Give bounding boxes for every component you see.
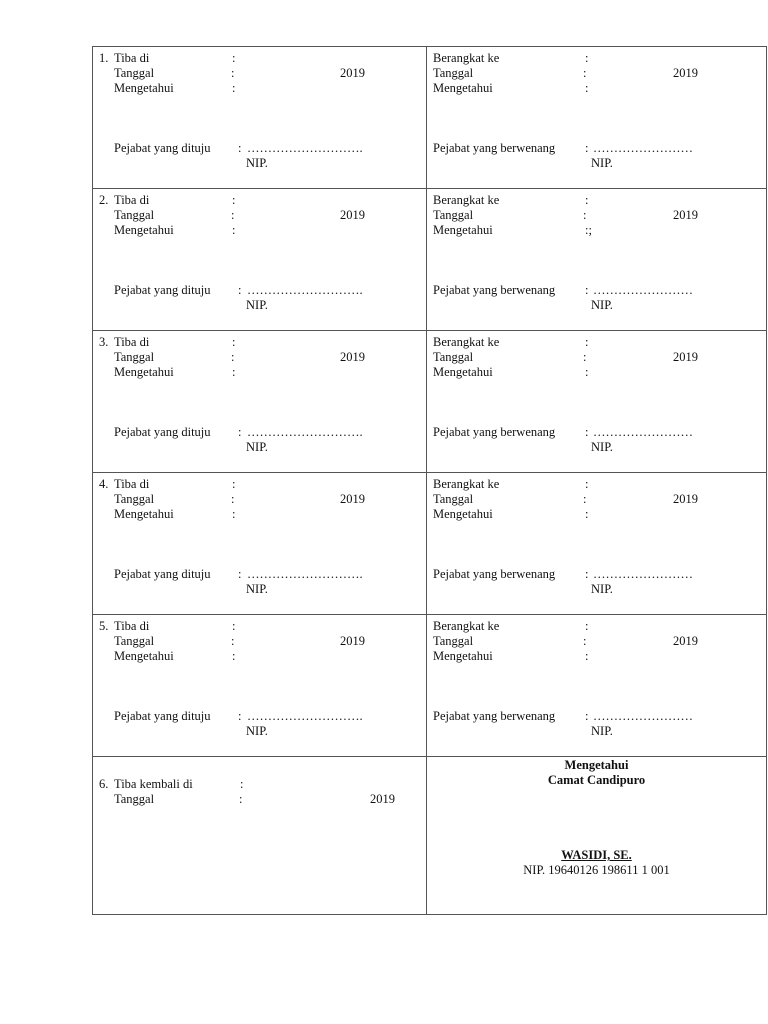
mengetahui-label: Mengetahui <box>433 365 493 379</box>
dots: …………………… <box>593 141 693 155</box>
pejabat-colon: : <box>238 141 242 155</box>
pejabat-label: Pejabat yang dituju <box>114 709 211 723</box>
colon2: : <box>583 634 587 648</box>
pejabat-colon: : <box>238 283 242 297</box>
pejabat-colon: : <box>585 141 589 155</box>
colon1: : <box>585 335 589 349</box>
year: 2019 <box>673 492 698 506</box>
nip: NIP. <box>246 298 268 312</box>
colon1: : <box>585 51 589 65</box>
colon3: : <box>232 223 236 237</box>
tiba-label: Tiba di <box>114 335 150 349</box>
tanggal-label: Tanggal <box>433 350 474 364</box>
nip: NIP. <box>591 298 613 312</box>
colon2: : <box>583 66 587 80</box>
colon2: : <box>231 208 235 222</box>
pejabat-colon: : <box>238 709 242 723</box>
colon2: : <box>231 492 235 506</box>
berangkat-label: Berangkat ke <box>433 335 500 349</box>
tanggal-label: Tanggal <box>433 634 474 648</box>
colon3: : <box>585 507 589 521</box>
nip: NIP. <box>246 582 268 596</box>
tiba-label: Tiba di <box>114 619 150 633</box>
departure-cell-5 <box>427 615 767 757</box>
colon3: : <box>585 365 589 379</box>
dots: …………………… <box>593 567 693 581</box>
mengetahui-label: Mengetahui <box>114 507 174 521</box>
form-row-2 <box>93 189 767 331</box>
pejabat-colon: : <box>585 283 589 297</box>
tiba-label: Tiba di <box>114 193 150 207</box>
departure-cell-3 <box>427 331 767 473</box>
year: 2019 <box>340 350 365 364</box>
dots: ………………………. <box>247 141 363 155</box>
pejabat-colon: : <box>585 567 589 581</box>
colon3: : <box>232 507 236 521</box>
signature-title: Camat Candipuro <box>547 773 646 787</box>
tanggal-label: Tanggal <box>114 66 155 80</box>
colon2: : <box>583 492 587 506</box>
colon1: : <box>240 777 244 791</box>
colon3: : <box>585 81 589 95</box>
colon1: : <box>585 193 589 207</box>
colon1: : <box>585 477 589 491</box>
pejabat-colon: : <box>585 709 589 723</box>
mengetahui-label: Mengetahui <box>114 81 174 95</box>
tanggal-label: Tanggal <box>114 492 155 506</box>
form-row-6 <box>93 757 767 915</box>
arrival-cell-3 <box>93 331 427 473</box>
year: 2019 <box>673 208 698 222</box>
dots: …………………… <box>593 425 693 439</box>
signature-mengetahui: Mengetahui <box>564 758 629 772</box>
form-row-5 <box>93 615 767 757</box>
tanggal-label: Tanggal <box>114 350 155 364</box>
colon1: : <box>232 51 236 65</box>
nip: NIP. <box>246 156 268 170</box>
departure-cell-1 <box>427 47 767 189</box>
colon1: : <box>232 193 236 207</box>
pejabat-colon: : <box>238 425 242 439</box>
pejabat-colon: : <box>238 567 242 581</box>
colon3: : <box>232 365 236 379</box>
pejabat-label: Pejabat yang dituju <box>114 141 211 155</box>
colon3: : <box>232 649 236 663</box>
colon2: : <box>583 350 587 364</box>
mengetahui-label: Mengetahui <box>114 649 174 663</box>
pejabat-label: Pejabat yang dituju <box>114 425 211 439</box>
signatory-nip: NIP. 19640126 198611 1 001 <box>523 863 670 877</box>
year: 2019 <box>673 350 698 364</box>
pejabat-label: Pejabat yang berwenang <box>433 709 556 723</box>
colon1: : <box>232 335 236 349</box>
arrival-cell-2 <box>93 189 427 331</box>
tiba-label: Tiba di <box>114 477 150 491</box>
number: 4. <box>99 477 109 491</box>
colon2: : <box>583 208 587 222</box>
mengetahui-label: Mengetahui <box>433 223 493 237</box>
colon2: : <box>239 792 243 806</box>
berangkat-label: Berangkat ke <box>433 193 500 207</box>
tanggal-label: Tanggal <box>114 634 155 648</box>
travel-record-form <box>92 46 767 915</box>
colon3: :; <box>585 223 592 237</box>
nip: NIP. <box>246 440 268 454</box>
tanggal-label: Tanggal <box>433 66 474 80</box>
tiba-label: Tiba di <box>114 51 150 65</box>
year: 2019 <box>673 66 698 80</box>
year: 2019 <box>340 492 365 506</box>
year: 2019 <box>340 66 365 80</box>
dots: …………………… <box>593 709 693 723</box>
arrival-cell-4 <box>93 473 427 615</box>
colon2: : <box>231 350 235 364</box>
colon1: : <box>585 619 589 633</box>
dots: ………………………. <box>247 283 363 297</box>
number: 5. <box>99 619 109 633</box>
nip: NIP. <box>591 440 613 454</box>
year: 2019 <box>673 634 698 648</box>
nip: NIP. <box>591 724 613 738</box>
pejabat-label: Pejabat yang berwenang <box>433 567 556 581</box>
departure-cell-2 <box>427 189 767 331</box>
mengetahui-label: Mengetahui <box>433 507 493 521</box>
nip: NIP. <box>591 582 613 596</box>
year: 2019 <box>340 208 365 222</box>
dots: ………………………. <box>247 567 363 581</box>
colon1: : <box>232 477 236 491</box>
berangkat-label: Berangkat ke <box>433 619 500 633</box>
tanggal-label: Tanggal <box>433 492 474 506</box>
number: 1. <box>99 51 109 65</box>
form-row-1 <box>93 47 767 189</box>
nip: NIP. <box>591 156 613 170</box>
return-cell <box>93 757 427 915</box>
year: 2019 <box>370 792 395 806</box>
berangkat-label: Berangkat ke <box>433 51 500 65</box>
dots: ………………………. <box>247 425 363 439</box>
mengetahui-label: Mengetahui <box>433 81 493 95</box>
tanggal-label: Tanggal <box>114 208 155 222</box>
tanggal-label: Tanggal <box>114 792 155 806</box>
pejabat-colon: : <box>585 425 589 439</box>
form-row-3 <box>93 331 767 473</box>
departure-cell-4 <box>427 473 767 615</box>
signature-cell <box>427 757 767 915</box>
mengetahui-label: Mengetahui <box>114 223 174 237</box>
dots: ………………………. <box>247 709 363 723</box>
mengetahui-label: Mengetahui <box>114 365 174 379</box>
tiba-label: Tiba kembali di <box>114 777 193 791</box>
pejabat-label: Pejabat yang dituju <box>114 567 211 581</box>
colon3: : <box>585 649 589 663</box>
signatory-name: WASIDI, SE. <box>561 848 632 862</box>
arrival-cell-1 <box>93 47 427 189</box>
arrival-cell-5 <box>93 615 427 757</box>
nip: NIP. <box>246 724 268 738</box>
number: 2. <box>99 193 109 207</box>
number: 3. <box>99 335 109 349</box>
pejabat-label: Pejabat yang berwenang <box>433 141 556 155</box>
colon1: : <box>232 619 236 633</box>
year: 2019 <box>340 634 365 648</box>
colon3: : <box>232 81 236 95</box>
dots: …………………… <box>593 283 693 297</box>
colon2: : <box>231 634 235 648</box>
pejabat-label: Pejabat yang dituju <box>114 283 211 297</box>
tanggal-label: Tanggal <box>433 208 474 222</box>
mengetahui-label: Mengetahui <box>433 649 493 663</box>
colon2: : <box>231 66 235 80</box>
pejabat-label: Pejabat yang berwenang <box>433 425 556 439</box>
form-row-4 <box>93 473 767 615</box>
pejabat-label: Pejabat yang berwenang <box>433 283 556 297</box>
berangkat-label: Berangkat ke <box>433 477 500 491</box>
number: 6. <box>99 777 109 791</box>
